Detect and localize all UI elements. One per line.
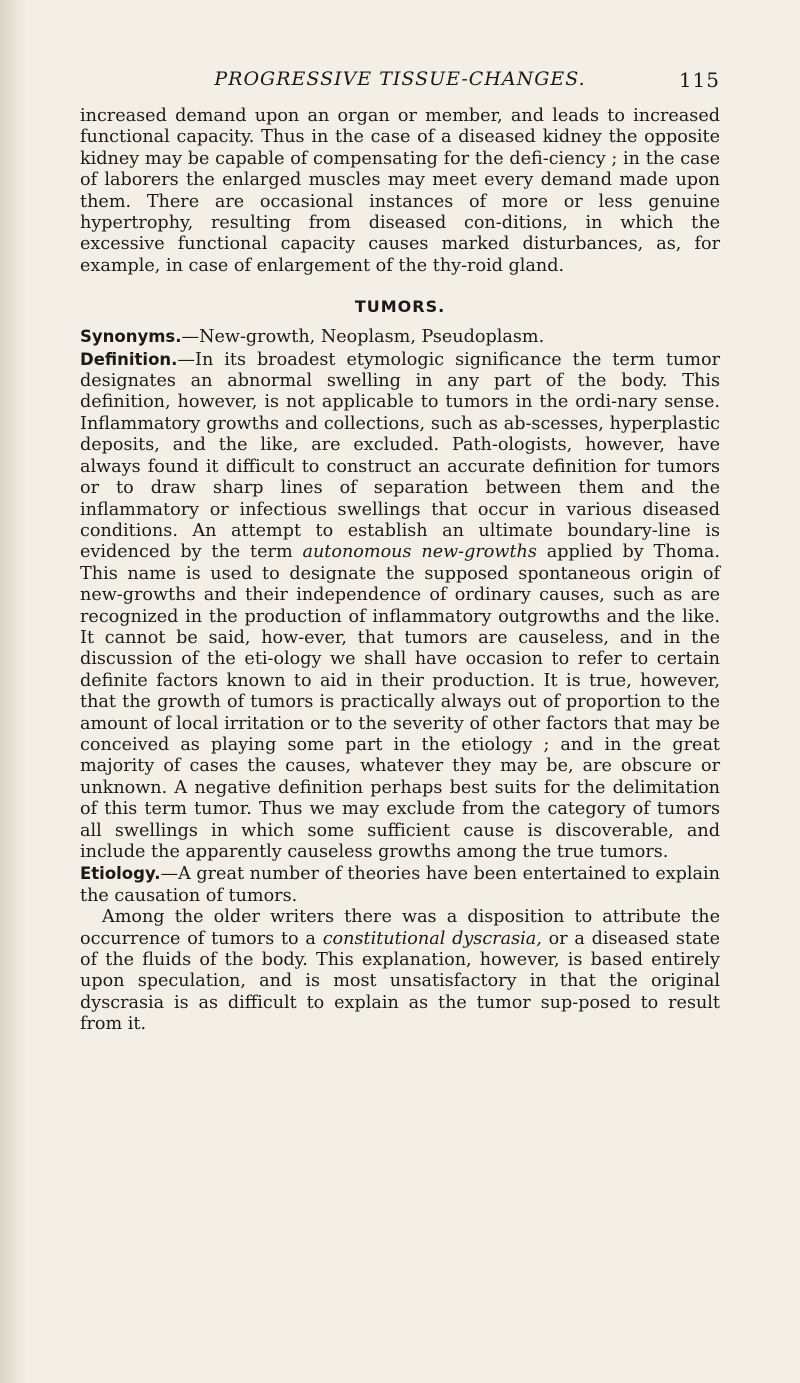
page-gutter-shadow — [0, 0, 28, 1383]
older-writers-italic-term: constitutional dyscrasia, — [322, 928, 542, 949]
paragraph-etiology — [80, 863, 720, 907]
definition-text-a: —In its broadest etymologic significance the term tumor designates an abnormal swelling in any part of the body. This definition, however, is not applicable to tumors in the ordi-nary sense. Inflammatory growths and collections, such as ab-scesses, hyperplastic deposits, and the like, are excluded. Path-ologists, however, have always found it difficult to construct an accurate definition for tumors or to draw sharp lines of separation between them and the inflammatory or infectious swellings that occur in various diseased conditions. An attempt to establish an ultimate boundary-line is evidenced by the term — [80, 349, 720, 563]
paragraph-older-writers — [80, 907, 720, 1035]
paragraph-hypertrophy: increased demand upon an organ or member, and leads to increased functional capacity. Thus in the case of a diseased kidney the opposite kidney may be capable of compensating for the defi-ciency ; in the case of laborers the enlarged muscles may meet every demand made upon them. There are occasional instances of more or less genuine hypertrophy, resulting from diseased con-ditions, in which the excessive functional capacity causes marked disturbances, as, for example, in case of enlargement of the thy-roid gland. — [80, 106, 720, 276]
running-header — [80, 68, 720, 104]
definition-italic-term: autonomous new-growths — [302, 542, 537, 563]
page-number: 115 — [678, 68, 720, 92]
section-heading: TUMORS. — [354, 297, 446, 317]
definition-label: Definition. — [80, 349, 178, 369]
paragraph-definition — [80, 349, 720, 864]
older-writers-text-b: or a diseased state of the fluids of the body. This explanation, however, is based entirely upon speculation, and is most unsatisfactory in that the original dyscrasia is as difficult to explain as the tumor sup-posed to result from it. — [80, 928, 720, 1035]
paragraph-synonyms — [80, 326, 720, 348]
definition-text-b: applied by Thoma. This name is used to designate the supposed spontaneous origin of new-growths and their independence of ordinary causes, such as are recognized in the production of inflammatory outgrowths and the like. It cannot be said, how-ever, that tumors are causeless, and in the discussion of the eti-ology we shall have occasion to refer to certain definite factors known to aid in their production. It is true, however, that the growth of tumors is practically always out of proportion to the amount of local irritation or to the severity of other factors that may be conceived as playing some part in the etiology ; and in the great majority of cases the causes, whatever they may be, are obscure or unknown. A negative definition perhaps best suits for the delimitation of this term tumor. Thus we may exclude from the category of tumors all swellings in which some sufficient cause is discoverable, and include the apparently causeless growths among the true tumors. — [80, 542, 720, 862]
synonyms-label: Synonyms. — [80, 327, 182, 347]
older-writers-text-a: Among the older writers there was a disposition to attribute the occurrence of tumors to a — [80, 907, 720, 949]
synonyms-text: —New-growth, Neoplasm, Pseudoplasm. — [181, 327, 545, 348]
etiology-text: —A great number of theories have been entertained to explain the causation of tumors. — [80, 864, 720, 906]
etiology-label: Etiology. — [80, 864, 161, 884]
book-page — [80, 68, 720, 1036]
running-title: PROGRESSIVE TISSUE-CHANGES. — [214, 68, 586, 90]
